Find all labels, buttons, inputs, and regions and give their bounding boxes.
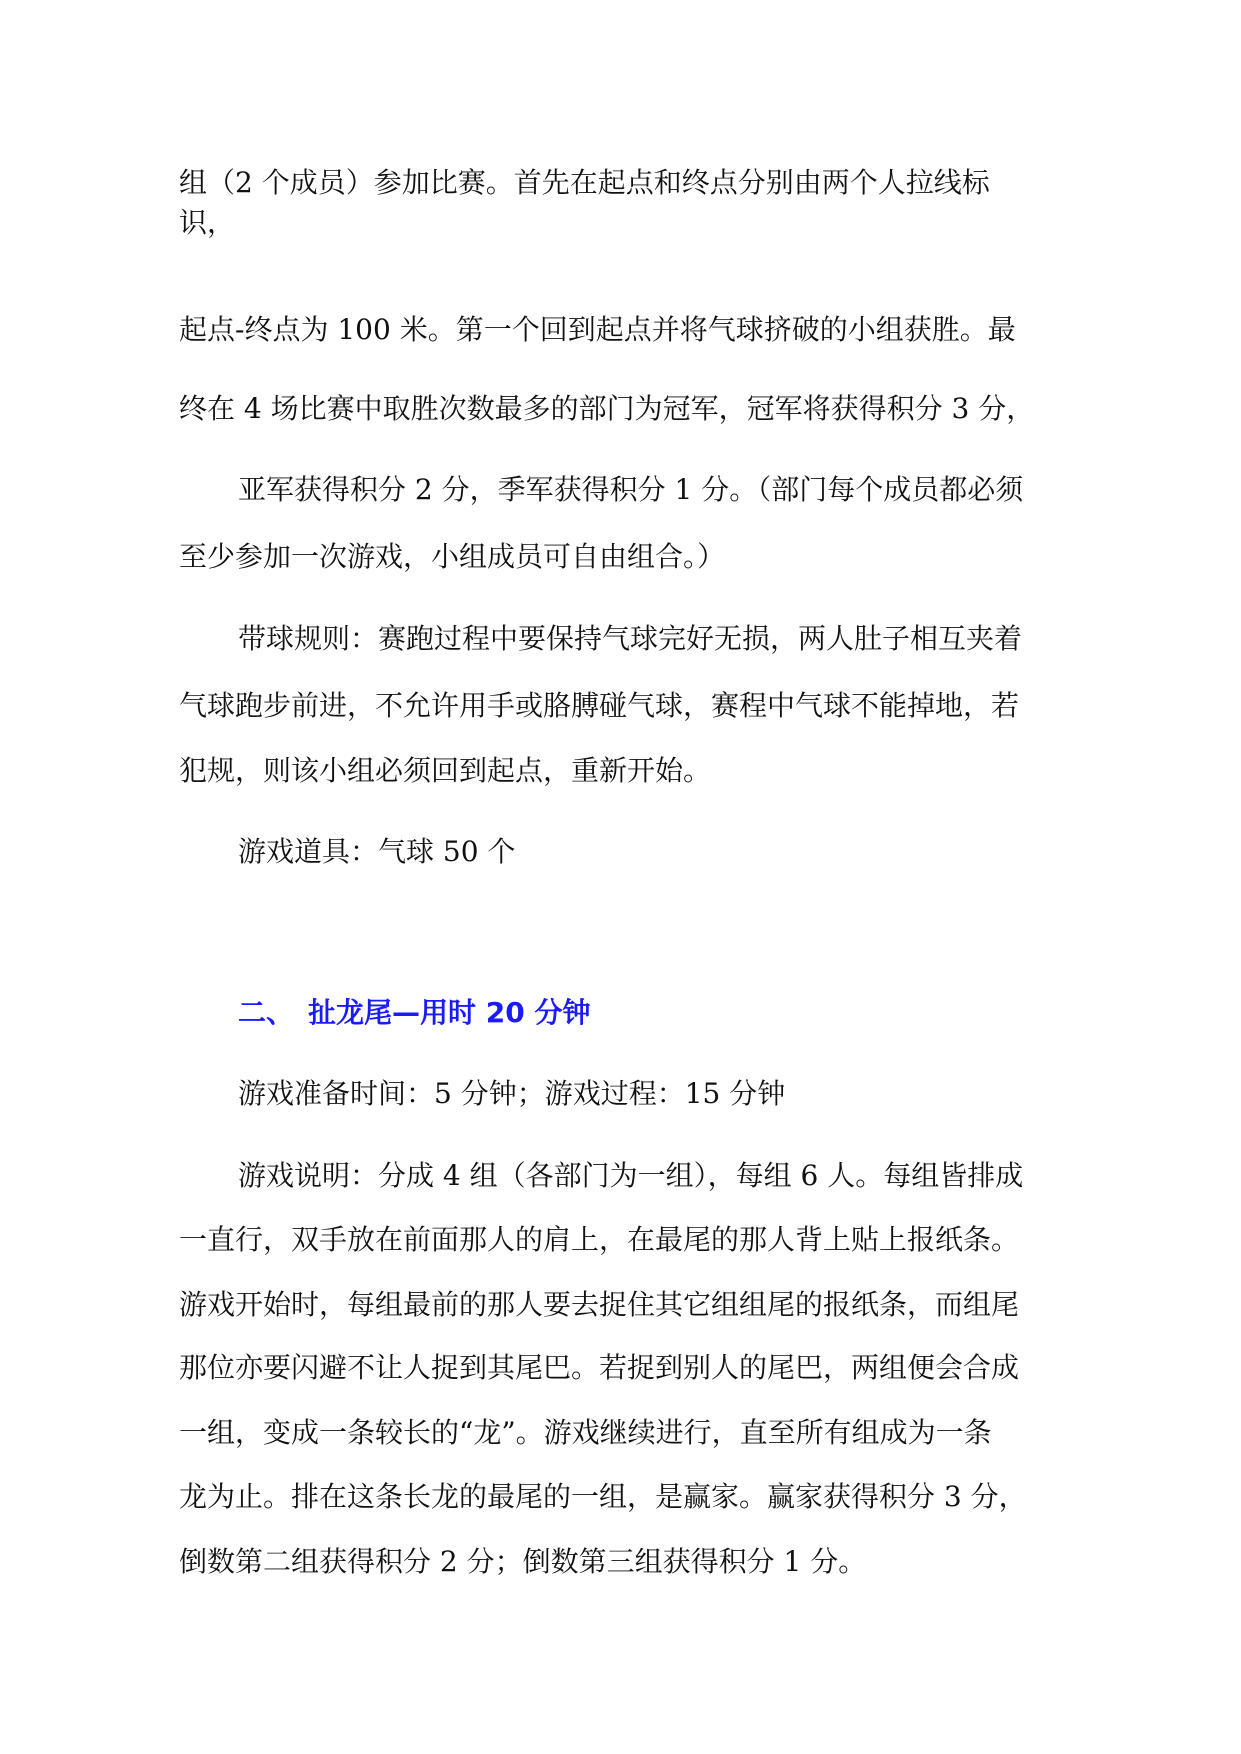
paragraph-line: 游戏准备时间：5 分钟；游戏过程：15 分钟 bbox=[238, 1077, 786, 1110]
paragraph-line: 组（2 个成员）参加比赛。首先在起点和终点分别由两个人拉线标 bbox=[179, 166, 990, 199]
paragraph-line: 终在 4 场比赛中取胜次数最多的部门为冠军，冠军将获得积分 3 分， bbox=[179, 392, 1035, 425]
paragraph-line: 犯规，则该小组必须回到起点，重新开始。 bbox=[179, 754, 712, 787]
paragraph-line: 一组，变成一条较长的“龙”。游戏继续进行，直至所有组成为一条 bbox=[179, 1416, 992, 1449]
section-number: 二、 bbox=[238, 996, 295, 1029]
paragraph-line: 一直行，双手放在前面那人的肩上，在最尾的那人背上贴上报纸条。 bbox=[179, 1223, 1020, 1256]
paragraph-line: 亚军获得积分 2 分，季军获得积分 1 分。（部门每个成员都必须 bbox=[238, 473, 1024, 506]
section-title: 扯龙尾—用时 20 分钟 bbox=[308, 996, 591, 1029]
paragraph-line: 识， bbox=[179, 206, 236, 239]
paragraph-line: 倒数第二组获得积分 2 分；倒数第三组获得积分 1 分。 bbox=[179, 1545, 867, 1578]
paragraph-line: 起点-终点为 100 米。第一个回到起点并将气球挤破的小组获胜。最 bbox=[179, 313, 1016, 346]
paragraph-line: 游戏道具：气球 50 个 bbox=[238, 835, 516, 868]
paragraph-line: 带球规则：赛跑过程中要保持气球完好无损，两人肚子相互夹着 bbox=[238, 622, 1023, 655]
paragraph-line: 游戏开始时，每组最前的那人要去捉住其它组组尾的报纸条，而组尾 bbox=[179, 1288, 1020, 1321]
paragraph-line: 气球跑步前进，不允许用手或胳膊碰气球，赛程中气球不能掉地，若 bbox=[179, 689, 1020, 722]
paragraph-line: 龙为止。排在这条长龙的最尾的一组，是赢家。赢家获得积分 3 分， bbox=[179, 1480, 1027, 1513]
section-heading bbox=[238, 995, 590, 1031]
paragraph-line: 那位亦要闪避不让人捉到其尾巴。若捉到别人的尾巴，两组便会合成 bbox=[179, 1351, 1020, 1384]
paragraph-line: 游戏说明：分成 4 组（各部门为一组），每组 6 人。每组皆排成 bbox=[238, 1159, 1024, 1192]
paragraph-line: 至少参加一次游戏，小组成员可自由组合。） bbox=[179, 540, 726, 573]
